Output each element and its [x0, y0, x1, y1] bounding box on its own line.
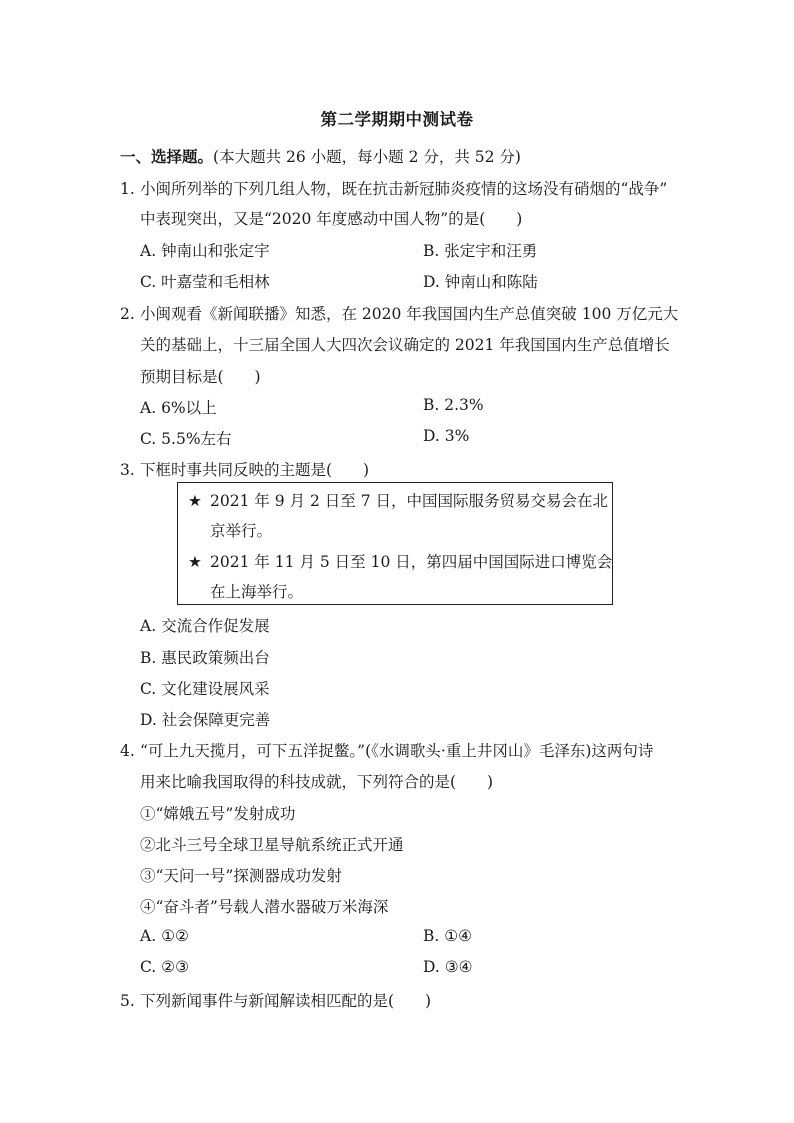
news-box [177, 482, 613, 605]
option-a [140, 927, 189, 945]
option-c [140, 270, 270, 292]
option-text: 文化建设展风采 [161, 680, 270, 698]
option-c [140, 958, 189, 976]
section-note: (本大题共 26 小题，每小题 2 分，共 52 分) [213, 148, 521, 166]
option-a [140, 239, 270, 261]
news-item-1 [188, 489, 608, 511]
option-key: B. [423, 396, 440, 414]
option-a [140, 614, 270, 636]
option-c [140, 427, 232, 449]
option-key: C. [140, 430, 157, 448]
question-text-line: 小闽观看《新闻联播》知悉，在 2020 年我国国内生产总值突破 100 万亿元大 [140, 305, 679, 323]
question-number: 1. [120, 180, 135, 198]
option-text: 钟南山和陈陆 [444, 273, 538, 291]
option-text: 张定宇和汪勇 [444, 242, 538, 260]
star-icon: ★ [188, 492, 202, 510]
option-key: C. [140, 273, 157, 291]
option-text: 5.5%左右 [161, 430, 232, 448]
question-4 [120, 739, 653, 761]
option-b [423, 239, 537, 261]
option-b [423, 927, 472, 945]
question-3 [120, 458, 369, 480]
option-a [140, 396, 217, 418]
news-text: 2021 年 11 月 5 日至 10 日，第四届中国国际进口博览会 [210, 553, 613, 571]
statement-item: ④“奋斗者”号载人潜水器破万米海深 [140, 898, 389, 916]
option-c [140, 677, 270, 699]
news-text: 2021 年 9 月 2 日至 7 日，中国国际服务贸易交易会在北 [210, 492, 609, 510]
option-d [423, 427, 469, 445]
option-text: 交流合作促发展 [161, 617, 270, 635]
option-key: A. [140, 617, 157, 635]
option-key: D. [423, 273, 440, 291]
option-key: D. [423, 427, 440, 445]
option-text: ②③ [161, 958, 189, 976]
option-key: A. [140, 242, 157, 260]
question-1 [120, 177, 667, 199]
question-text-line: 小闽所列举的下列几组人物，既在抗击新冠肺炎疫情的这场没有硝烟的“战争” [140, 180, 668, 198]
news-text: 京举行。 [210, 522, 273, 540]
news-item-2 [188, 550, 612, 572]
statement-item: ③“天问一号”探测器成功发射 [140, 867, 342, 885]
question-text-line: 中表现突出，又是“2020 年度感动中国人物”的是( ) [140, 210, 523, 228]
option-text: ③④ [444, 958, 473, 976]
question-text-line: 用来比喻我国取得的科技成就，下列符合的是( ) [140, 773, 494, 791]
news-text: 在上海举行。 [210, 583, 304, 601]
option-text: ①④ [444, 927, 473, 945]
question-number: 3. [120, 461, 135, 479]
option-text: 惠民政策频出台 [161, 649, 270, 667]
option-b [140, 646, 270, 668]
question-text-line: 预期目标是( ) [140, 368, 261, 386]
option-text: 2.3% [444, 396, 484, 414]
option-text: 叶嘉莹和毛相林 [161, 273, 270, 291]
question-5 [120, 989, 431, 1011]
option-d [140, 708, 270, 730]
option-text: 钟南山和张定宇 [161, 242, 270, 260]
question-number: 4. [120, 742, 135, 760]
option-text: 6%以上 [161, 399, 217, 417]
option-key: C. [140, 680, 157, 698]
option-key: B. [140, 649, 157, 667]
question-text-line: 下列新闻事件与新闻解读相匹配的是( ) [140, 992, 432, 1010]
option-d [423, 270, 538, 292]
statement-item: ②北斗三号全球卫星导航系统正式开通 [140, 836, 404, 854]
option-key: A. [140, 399, 157, 417]
option-d [423, 958, 473, 976]
option-key: B. [423, 927, 440, 945]
option-key: D. [423, 958, 440, 976]
section-heading: 一、选择题。 [120, 147, 214, 166]
question-text-line: 关的基础上，十三届全国人大四次会议确定的 2021 年我国国内生产总值增长 [140, 336, 670, 354]
star-icon: ★ [188, 553, 202, 571]
question-number: 2. [120, 305, 135, 323]
question-text-line: 下框时事共同反映的主题是( ) [140, 461, 370, 479]
option-key: C. [140, 958, 157, 976]
question-2 [120, 302, 678, 324]
option-b [423, 396, 484, 414]
section-header [120, 145, 521, 167]
statement-item: ①“嫦娥五号”发射成功 [140, 805, 296, 823]
option-key: A. [140, 927, 157, 945]
option-text: 3% [444, 427, 470, 445]
question-text-line: “可上九天揽月，可下五洋捉鳖。”(《水调歌头·重上井冈山》毛泽东)这两句诗 [140, 742, 654, 760]
exam-title: 第二学期期中测试卷 [320, 110, 474, 129]
question-number: 5. [120, 992, 135, 1010]
option-key: B. [423, 242, 440, 260]
option-text: 社会保障更完善 [161, 711, 271, 729]
option-key: D. [140, 711, 157, 729]
option-text: ①② [161, 927, 189, 945]
